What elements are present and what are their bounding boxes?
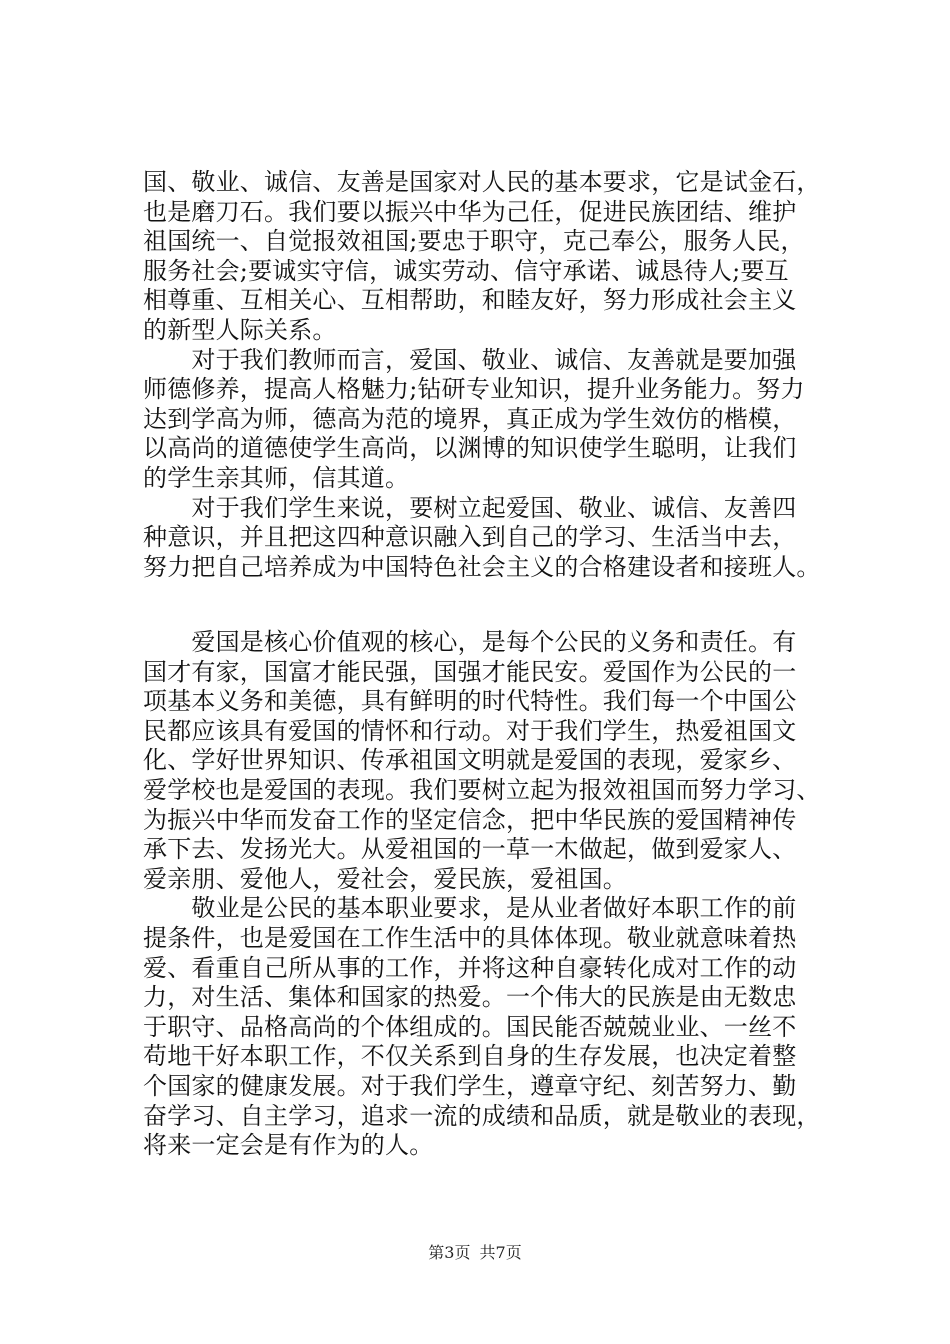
text-line: 项基本义务和美德，具有鲜明的时代特性。我们每一个中国公 xyxy=(143,687,797,716)
text-line: 承下去、发扬光大。从爱祖国的一草一木做起，做到爱家人、 xyxy=(143,835,797,864)
page-number: 第3页 xyxy=(428,1243,471,1262)
text-line: 民都应该具有爱国的情怀和行动。对于我们学生，热爱祖国文 xyxy=(143,716,797,745)
text-line: 敬业是公民的基本职业要求，是从业者做好本职工作的前 xyxy=(143,894,797,923)
text-line: 对于我们学生来说，要树立起爱国、敬业、诚信、友善四 xyxy=(143,493,797,522)
text-line: 个国家的健康发展。对于我们学生，遵章守纪、刻苦努力、勤 xyxy=(143,1071,797,1100)
text-line: 爱国是核心价值观的核心，是每个公民的义务和责任。有 xyxy=(143,628,797,656)
text-line: 也是磨刀石。我们要以振兴中华为己任，促进民族团结、维护 xyxy=(143,197,797,226)
text-block-lower xyxy=(143,628,863,1161)
text-line: 师德修养，提高人格魅力;钻研专业知识，提升业务能力。努力 xyxy=(143,375,805,404)
text-line: 相尊重、互相关心、互相帮助，和睦友好，努力形成社会主义 xyxy=(143,286,797,315)
text-line: 国才有家，国富才能民强，国强才能民安。爱国作为公民的一 xyxy=(143,657,797,686)
text-line: 奋学习、自主学习，追求一流的成绩和品质，就是敬业的表现， xyxy=(143,1101,821,1130)
text-line: 的学生亲其师，信其道。 xyxy=(143,463,410,492)
page-footer xyxy=(0,1240,950,1263)
text-line: 爱、看重自己所从事的工作，并将这种自豪转化成对工作的动 xyxy=(143,953,797,982)
text-line: 将来一定会是有作为的人。 xyxy=(143,1131,434,1160)
text-line: 努力把自己培养成为中国特色社会主义的合格建设者和接班人。 xyxy=(143,552,821,581)
text-line: 于职守、品格高尚的个体组成的。国民能否兢兢业业、一丝不 xyxy=(143,1012,797,1041)
text-line: 为振兴中华而发奋工作的坚定信念，把中华民族的爱国精神传 xyxy=(143,805,797,834)
text-line: 爱亲朋、爱他人，爱社会，爱民族，爱祖国。 xyxy=(143,864,627,893)
text-line: 爱学校也是爱国的表现。我们要树立起为报效祖国而努力学习、 xyxy=(143,775,821,804)
text-line: 国、敬业、诚信、友善是国家对人民的基本要求，它是试金石， xyxy=(143,168,821,196)
text-line: 苟地干好本职工作，不仅关系到自身的生存发展，也决定着整 xyxy=(143,1042,797,1071)
text-block-upper xyxy=(143,168,863,582)
text-line: 化、学好世界知识、传承祖国文明就是爱国的表现，爱家乡、 xyxy=(143,746,797,775)
page-total: 共7页 xyxy=(479,1243,522,1262)
text-line: 的新型人际关系。 xyxy=(143,315,337,344)
text-line: 达到学高为师，德高为范的境界，真正成为学生效仿的楷模， xyxy=(143,404,797,433)
text-line: 以高尚的道德使学生高尚，以渊博的知识使学生聪明，让我们 xyxy=(143,434,797,463)
text-line: 服务社会;要诚实守信，诚实劳动、信守承诺、诚恳待人;要互 xyxy=(143,256,789,285)
text-line: 对于我们教师而言，爱国、敬业、诚信、友善就是要加强 xyxy=(143,345,797,374)
text-line: 种意识，并且把这四种意识融入到自己的学习、生活当中去， xyxy=(143,523,797,552)
text-line: 力，对生活、集体和国家的热爱。一个伟大的民族是由无数忠 xyxy=(143,983,797,1012)
text-line: 祖国统一、自觉报效祖国;要忠于职守，克己奉公，服务人民， xyxy=(143,227,805,256)
text-line: 提条件，也是爱国在工作生活中的具体体现。敬业就意味着热 xyxy=(143,923,797,952)
